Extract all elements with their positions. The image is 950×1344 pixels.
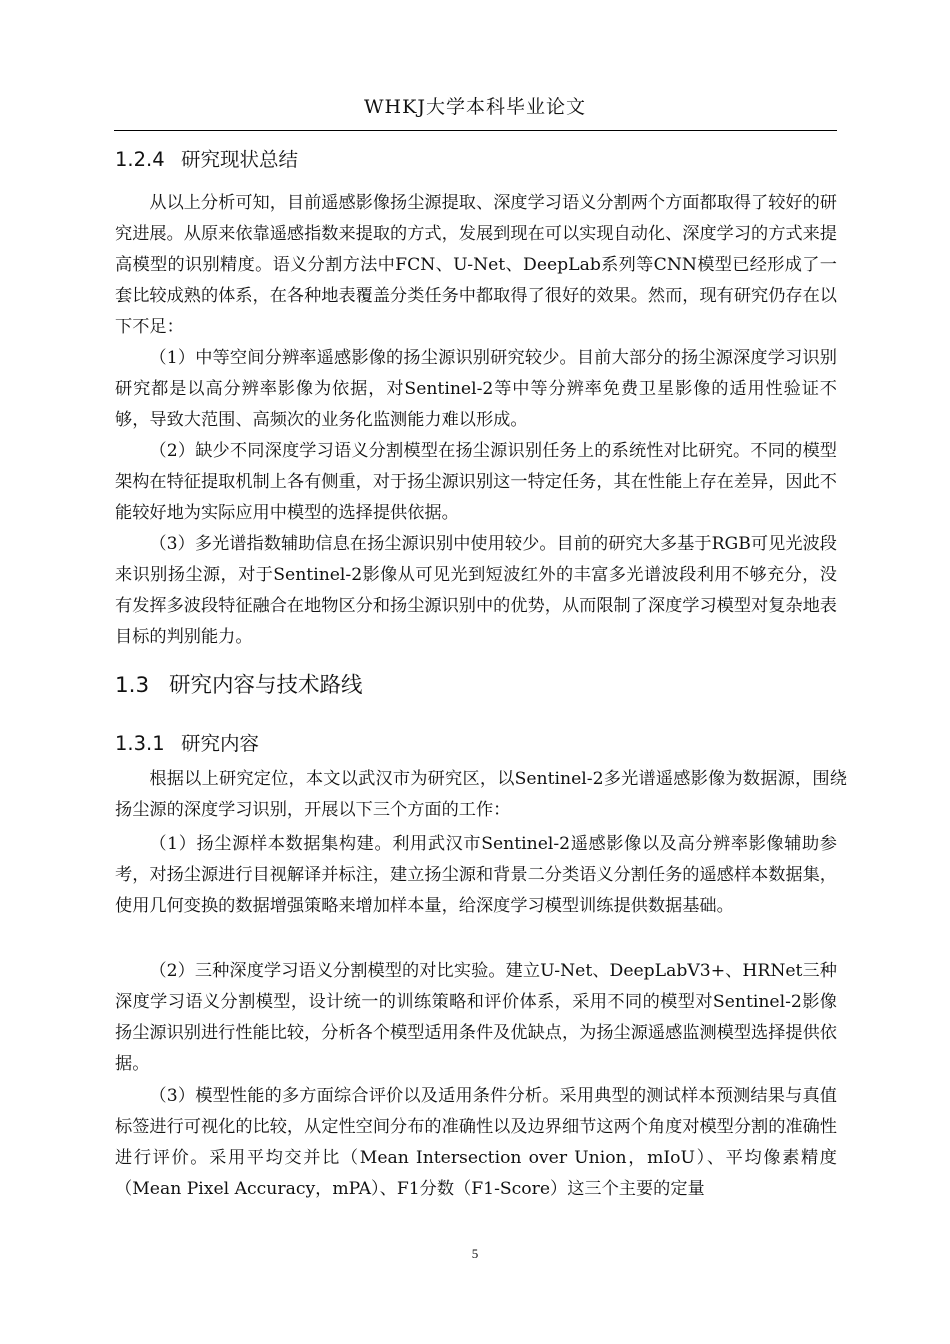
paragraph: （1）扬尘源样本数据集构建。利用武汉市Sentinel-2遥感影像以及高分辨率影像辅助参考，对扬尘源进行目视解译并标注，建立扬尘源和背景二分类语义分割任务的遥感样本数据集，使用几何变换的数据增强策略来增加样本量，给深度学习模型训练提供数据基础。 [115, 834, 837, 916]
section-number: 1.3.1 [115, 732, 165, 755]
section-title: 研究现状总结 [181, 148, 299, 171]
section-number: 1.3 [115, 673, 150, 698]
section-heading-1-2-4 [115, 146, 298, 174]
paragraph: 根据以上研究定位，本文以武汉市为研究区，以Sentinel-2多光谱遥感影像为数据源，围绕扬尘源的深度学习识别，开展以下三个方面的工作： [115, 769, 847, 820]
paragraph: （1）中等空间分辨率遥感影像的扬尘源识别研究较少。目前大部分的扬尘源深度学习识别研究都是以高分辨率影像为依据，对Sentinel-2等中等分辨率免费卫星影像的适用性验证不够，导致大范围、高频次的业务化监测能力难以形成。 [115, 348, 837, 430]
section-number: 1.2.4 [115, 148, 165, 171]
paragraph: （2）缺少不同深度学习语义分割模型在扬尘源识别任务上的系统性对比研究。不同的模型架构在特征提取机制上各有侧重，对于扬尘源识别这一特定任务，其在性能上存在差异，因此不能较好地为实际应用中模型的选择提供依据。 [115, 441, 837, 523]
section-heading-1-3 [115, 671, 363, 701]
page-number: 5 [471, 1246, 479, 1261]
section-heading-1-3-1 [115, 730, 259, 758]
section-title: 研究内容与技术路线 [169, 673, 363, 698]
paragraph: （3）多光谱指数辅助信息在扬尘源识别中使用较少。目前的研究大多基于RGB可见光波段来识别扬尘源，对于Sentinel-2影像从可见光到短波红外的丰富多光谱波段利用不够充分，没有发挥多波段特征融合在地物区分和扬尘源识别中的优势，从而限制了深度学习模型对复杂地表目标的判别能力。 [115, 534, 837, 647]
paragraph: （2）三种深度学习语义分割模型的对比实验。建立U-Net、DeepLabV3+、HRNet三种深度学习语义分割模型，设计统一的训练策略和评价体系，采用不同的模型对Sentinel-2影像扬尘源识别进行性能比较，分析各个模型适用条件及优缺点，为扬尘源遥感监测模型选择提供依据。 [115, 961, 837, 1074]
paragraph: （3）模型性能的多方面综合评价以及适用条件分析。采用典型的测试样本预测结果与真值标签进行可视化的比较，从定性空间分布的准确性以及边界细节这两个角度对模型分割的准确性进行评价。采用平均交并比（Mean Intersection over Union，mIoU）、平均像素精度（Mean Pixel Accuracy，mPA）、F1分数（F1-Score）这三个主要的定量 [115, 1086, 837, 1199]
running-header: WHKJ大学本科毕业论文 [364, 96, 586, 118]
header-rule [114, 130, 837, 131]
paragraph: 从以上分析可知，目前遥感影像扬尘源提取、深度学习语义分割两个方面都取得了较好的研究进展。从原来依靠遥感指数来提取的方式，发展到现在可以实现自动化、深度学习的方式来提高模型的识别精度。语义分割方法中FCN、U-Net、DeepLab系列等CNN模型已经形成了一套比较成熟的体系，在各种地表覆盖分类任务中都取得了很好的效果。然而，现有研究仍存在以下不足： [115, 193, 837, 337]
section-title: 研究内容 [181, 732, 260, 755]
